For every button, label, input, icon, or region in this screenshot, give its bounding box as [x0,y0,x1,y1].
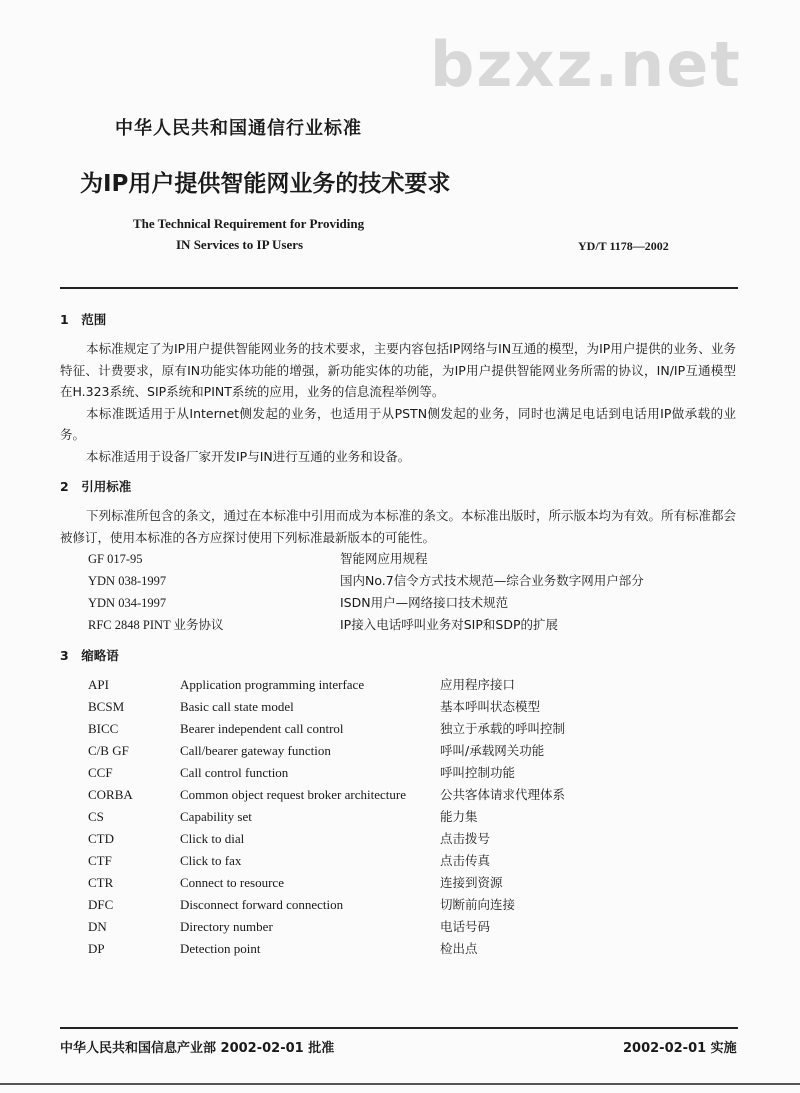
abbreviation: DFC [88,897,114,912]
abbreviation-chinese: 电话号码 [440,919,491,934]
section-2-para-1: 下列标准所包含的条文，通过在本标准中引用而成为本标准的条文。本标准出版时，所示版本均为有效。所有标准都会被修订，使用本标准的各方应探讨使用下列标准最新版本的可能性。 [60,508,737,545]
title-en-line2: IN Services to IP Users [176,237,304,252]
abbreviation: C/B GF [88,743,129,758]
abbreviation-english: Common object request broker architecture [180,787,406,802]
reference-title: 智能网应用规程 [340,551,428,566]
reference-row [60,614,736,636]
reference-row [60,592,736,614]
reference-code: GF 017-95 [88,552,143,566]
implementation-date: 2002-02-01 实施 [623,1041,737,1056]
abbreviation-english: Directory number [180,919,273,934]
standard-code: YD/T 1178—2002 [578,239,669,253]
reference-code: YDN 038-1997 [88,574,167,588]
abbreviation: BCSM [88,699,125,714]
abbreviation-english: Bearer independent call control [180,721,344,736]
reference-title: IP接入电话呼叫业务对SIP和SDP的扩展 [340,617,558,632]
document-title: 为IP用户提供智能网业务的技术要求 [80,171,451,197]
section-1-para-3: 本标准适用于设备厂家开发IP与IN进行互通的业务和设备。 [86,448,411,464]
abbreviation-chinese: 点击拨号 [440,831,491,846]
abbreviation-row [60,828,736,850]
abbreviation-chinese: 呼叫/承载网关功能 [440,743,545,758]
abbreviation: BICC [88,721,119,736]
abbreviation-english: Capability set [180,809,252,824]
abbreviation-chinese: 连接到资源 [440,875,503,890]
abbreviation-row [60,850,736,872]
abbreviation: CTD [88,831,114,846]
abbreviation-chinese: 呼叫控制功能 [440,765,516,780]
abbreviation-chinese: 基本呼叫状态模型 [440,699,541,714]
title-en-line1: The Technical Requirement for Providing [133,216,365,231]
reference-code: RFC 2848 PINT 业务协议 [88,618,224,632]
abbreviation-english: Call/bearer gateway function [180,743,331,758]
abbreviation-row [60,894,736,916]
abbreviation-chinese: 能力集 [440,809,478,824]
section-3-heading: 3 缩略语 [60,648,119,663]
abbreviation-english: Application programming interface [180,677,365,692]
watermark: bzxz.net [430,28,742,101]
abbreviation: CS [88,809,104,824]
abbreviation-row [60,916,736,938]
abbreviation: CORBA [88,787,133,802]
abbreviation: DP [88,941,105,956]
abbreviation-english: Basic call state model [180,699,294,714]
abbreviation-chinese: 独立于承载的呼叫控制 [440,721,566,736]
abbreviation-english: Click to fax [180,853,242,868]
abbreviation-english: Call control function [180,765,289,780]
section-1-para-2: 本标准既适用于从Internet侧发起的业务，也适用于从PSTN侧发起的业务，同时也满足电话到电话用IP做承载的业务。 [60,405,736,442]
abbreviation: CTF [88,853,112,868]
section-1-para-1: 本标准规定了为IP用户提供智能网业务的技术要求，主要内容包括IP网络与IN互通的模型，为IP用户提供的业务、业务特征、计费要求，原有IN功能实体功能的增强，新功能实体的功能，为IP用户提供智能网业务所需的协议，IN/IP互通模型在H.323系统、SIP系统和PINT系统的应用，业务的信息流程举例等。 [60,341,736,399]
approval-note: 中华人民共和国信息产业部 2002-02-01 批准 [60,1041,335,1056]
reference-title: 国内No.7信令方式技术规范—综合业务数字网用户部分 [340,573,644,588]
abbreviation-english: Click to dial [180,831,245,846]
abbreviation-list [60,674,736,960]
abbreviation: CCF [88,765,113,780]
reference-list [60,548,736,636]
abbreviation-english: Connect to resource [180,875,284,890]
abbreviation-row [60,938,736,960]
header-divider [60,287,738,289]
abbreviation-row [60,784,736,806]
page-edge [0,1083,800,1085]
abbreviation-row [60,806,736,828]
reference-title: ISDN用户—网络接口技术规范 [340,595,509,610]
section-1-heading: 1 范围 [60,312,107,327]
abbreviation-chinese: 检出点 [440,941,478,956]
footer-divider [60,1027,738,1029]
abbreviation-chinese: 切断前向连接 [440,897,516,912]
abbreviation: CTR [88,875,114,890]
abbreviation: DN [88,919,107,934]
abbreviation: API [88,677,109,692]
section-2-heading: 2 引用标准 [60,479,132,494]
reference-row [60,570,736,592]
abbreviation-row [60,740,736,762]
abbreviation-chinese: 应用程序接口 [440,677,516,692]
abbreviation-row [60,718,736,740]
abbreviation-english: Detection point [180,941,261,956]
abbreviation-row [60,872,736,894]
reference-code: YDN 034-1997 [88,596,167,610]
abbreviation-row [60,674,736,696]
issuing-org: 中华人民共和国通信行业标准 [115,118,362,139]
abbreviation-row [60,696,736,718]
reference-row [60,548,736,570]
abbreviation-chinese: 点击传真 [440,853,491,868]
abbreviation-chinese: 公共客体请求代理体系 [440,787,566,802]
abbreviation-row [60,762,736,784]
abbreviation-english: Disconnect forward connection [180,897,344,912]
document-body [60,310,736,960]
